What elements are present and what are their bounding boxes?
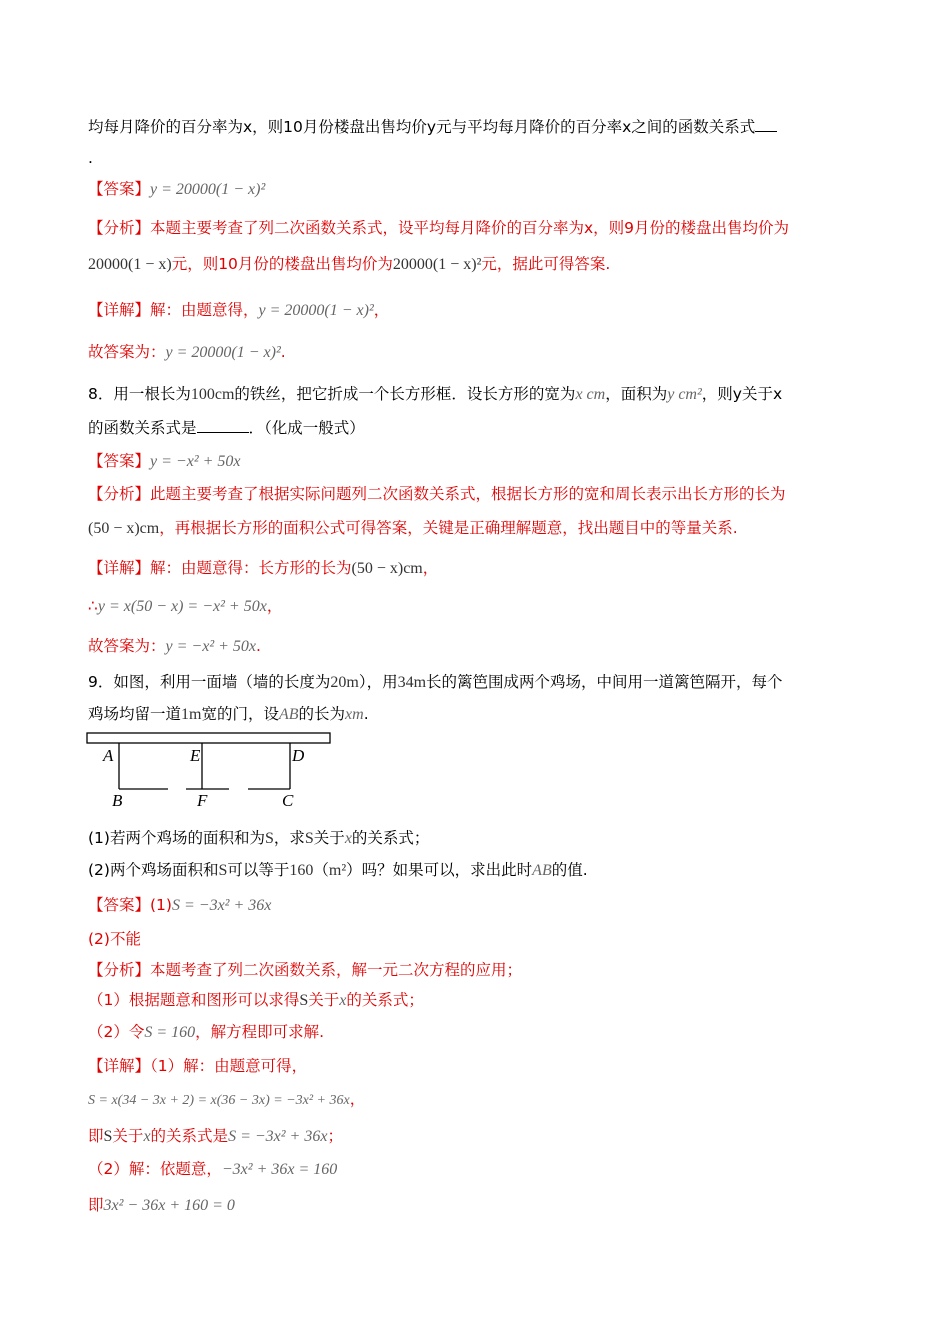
- answer-tag: 【答案】: [88, 180, 151, 198]
- q9-det3-s: S: [103, 1128, 113, 1145]
- q7-analysis-line2: [88, 252, 610, 277]
- q7-detail: [88, 298, 389, 323]
- q9-det3-x: x: [143, 1128, 151, 1145]
- q7-detail-math: y = 20000(1 − x)²: [258, 302, 374, 319]
- q8-line2-text: 的函数关系式是: [88, 419, 197, 437]
- q9-part2: [88, 858, 588, 883]
- q8-final-punct: .: [256, 637, 261, 655]
- q8-therefore-math: y = x(50 − x) = −x² + 50x: [97, 598, 267, 615]
- q7-answer: [88, 177, 265, 202]
- q9-p2-a: (2)两个鸡场面积和: [88, 861, 219, 879]
- q9-wall-length: 20m: [330, 674, 359, 691]
- q9-detail-5: [88, 1193, 235, 1218]
- q8-answer: [88, 449, 241, 474]
- chicken-coop-figure: [86, 731, 336, 811]
- q9-text-e: 长的篱笆围成两个鸡场，中间用一道篱笆隔开，每个: [426, 673, 783, 691]
- q9-p2-ab: AB: [532, 862, 552, 879]
- q7-final: [88, 340, 286, 365]
- q9-detail-4: [88, 1157, 337, 1182]
- q9-p1-s2: S: [304, 830, 314, 847]
- q7-line1: [88, 115, 777, 139]
- q9-det3-math: S = −3x² + 36x: [228, 1128, 328, 1145]
- q8-final-math: y = −x² + 50x: [165, 638, 257, 655]
- q8-detail: [88, 556, 438, 581]
- q8-line2: [88, 416, 365, 440]
- q9-an2-math: S = 160: [144, 1024, 196, 1041]
- q9-p2-s: S: [218, 862, 228, 879]
- q9-det5-a: 即: [88, 1196, 104, 1214]
- q7-answer-blank: [755, 117, 777, 132]
- label-d: D: [292, 746, 305, 765]
- q9-an1-x: x: [339, 992, 347, 1009]
- q9-det3-e: 的关系式是: [150, 1127, 229, 1145]
- q9-p2-e: （: [313, 861, 329, 879]
- q8-analysis-line2: [88, 516, 738, 541]
- q8-answer-blank: [197, 418, 249, 433]
- q8-detail-math: (50 − x)cm: [351, 560, 423, 577]
- q8-line2-end: ．（化成一般式）: [248, 419, 365, 437]
- q7-detail-text: 【详解】解：由题意得，: [88, 301, 259, 319]
- q9-an2-a: （2）令: [88, 1023, 145, 1041]
- q9-answer2: (2)不能: [88, 930, 141, 948]
- q8-therefore-punct: ，: [266, 597, 283, 615]
- q8-line1: [88, 382, 782, 407]
- q9-an1-a: （1）根据题意和图形可以求得: [88, 991, 300, 1009]
- q8-text-a: 8．用一根长为: [88, 385, 191, 403]
- q9-line2: [88, 702, 369, 727]
- q8-final-text: 故答案为：: [88, 637, 166, 655]
- q7-analysis-math2: 20000(1 − x)²: [392, 256, 482, 273]
- q7-analysis-line1: 【分析】本题主要考查了列二次函数关系式，设平均每月降价的百分率为x，则9月份的楼盘出售均价为: [88, 219, 790, 237]
- q9-p2-c: 可以等于: [227, 861, 290, 879]
- q8-answer-math: y = −x² + 50x: [150, 453, 241, 470]
- q9-text-2c: 宽的门，设: [201, 705, 279, 723]
- q9-det4-math: −3x² + 36x = 160: [221, 1161, 338, 1178]
- answer-tag: 【答案】: [88, 452, 151, 470]
- q7-analysis-text2: 元，据此可得答案.: [481, 255, 611, 273]
- q9-xm: xm: [345, 706, 364, 723]
- q8-final: [88, 634, 261, 659]
- q8-text-c: 的铁丝，把它折成一个长方形框．设长方形的宽为: [234, 385, 576, 403]
- label-c: C: [282, 791, 294, 810]
- q9-line1: [88, 670, 783, 695]
- q7-line1-text: 均每月降价的百分率为x，则10月份楼盘出售均价y元与平均每月降价的百分率x之间的函数关系式: [88, 118, 756, 136]
- q9-det4-a: （2）解：依题意，: [88, 1160, 222, 1178]
- therefore-symbol: ∴: [88, 597, 98, 615]
- q8-text-e: ，面积为: [605, 385, 668, 403]
- q8-analysis-math: (50 − x)cm: [88, 520, 160, 537]
- q8-length: 100cm: [190, 386, 235, 403]
- label-a: A: [103, 746, 114, 765]
- q7-final-text: 故答案为：: [88, 343, 166, 361]
- q7-final-punct: .: [280, 343, 286, 361]
- q8-detail-text: 【详解】解：由题意得：长方形的长为: [88, 559, 352, 577]
- q9-text-c: ），用: [358, 673, 398, 691]
- q8-text-g: ，则y关于x: [701, 385, 783, 403]
- q9-p1-g: 的关系式；: [351, 829, 430, 847]
- q8-area: y cm²: [667, 386, 702, 403]
- q9-p1-s: S: [264, 830, 274, 847]
- wall: [87, 733, 330, 743]
- q9-det5-math: 3x² − 36x + 160 = 0: [103, 1197, 235, 1214]
- q9-an1-e: 的关系式；: [346, 991, 424, 1009]
- q7-analysis-text1: 元，则10月份的楼盘出售均价为: [171, 255, 393, 273]
- q9-p1-a: (1)若两个鸡场的面积和为: [88, 829, 265, 847]
- q9-det3-g: ；: [327, 1127, 343, 1145]
- q9-p2-g: ）吗？如果可以，求出此时: [346, 861, 533, 879]
- q7-line2: .: [88, 149, 93, 167]
- q7-final-math: y = 20000(1 − x)²: [165, 344, 281, 361]
- label-f: F: [197, 791, 208, 810]
- q8-analysis-text: ，再根据长方形的面积公式可得答案，关键是正确理解题意，找出题目中的等量关系.: [159, 519, 738, 537]
- q9-text-2e: 的长为: [298, 705, 346, 723]
- q9-det3-c: 关于: [112, 1127, 144, 1145]
- q8-therefore: [88, 594, 282, 619]
- q9-an1-s: S: [299, 992, 309, 1009]
- q9-ans1-tag: 【答案】(1): [88, 896, 172, 914]
- q9-an2-c: ，解方程即可求解.: [195, 1023, 325, 1041]
- q8-width: x cm: [575, 386, 606, 403]
- q9-detail-2: [88, 1087, 365, 1113]
- q9-answer1: [88, 893, 271, 918]
- label-b: B: [112, 791, 123, 810]
- label-e: E: [190, 746, 201, 765]
- q9-p2-unit: m²: [328, 862, 347, 879]
- q9-fence-length: 34m: [397, 674, 427, 691]
- q9-part1: [88, 826, 429, 851]
- q9-text-2a: 鸡场均留一道: [88, 705, 182, 723]
- q9-text-2g: .: [363, 705, 369, 723]
- q9-analysis-2: [88, 1020, 324, 1045]
- q9-analysis: 【分析】本题考查了列二次函数关系，解一元二次方程的应用；: [88, 961, 523, 979]
- q9-detail-3: [88, 1124, 343, 1149]
- q9-det2-punct: ，: [349, 1090, 366, 1108]
- q9-p1-c: ，求: [273, 829, 305, 847]
- q7-analysis-math1: 20000(1 − x): [88, 256, 172, 273]
- q9-ab: AB: [278, 706, 299, 723]
- q8-detail-punct: ，: [422, 559, 439, 577]
- q9-det2-math: S = x(34 − 3x + 2) = x(36 − 3x) = −3x² + 36x: [88, 1093, 350, 1108]
- q7-detail-punct: ，: [373, 301, 390, 319]
- q9-p1-e: 关于: [313, 829, 345, 847]
- q9-detail-1: 【详解】（1）解：由题意可得，: [88, 1057, 308, 1075]
- q9-analysis-1: [88, 988, 424, 1013]
- q9-text-a: 9．如图，利用一面墙（墙的长度为: [88, 673, 331, 691]
- q9-an1-c: 关于: [308, 991, 340, 1009]
- q9-ans1-math: S = −3x² + 36x: [171, 897, 272, 914]
- q9-p1-x: x: [344, 830, 352, 847]
- q9-p2-i: 的值.: [551, 861, 588, 879]
- q9-det3-a: 即: [88, 1127, 104, 1145]
- q9-p2-160: 160: [289, 862, 314, 879]
- q9-door-width: 1m: [181, 706, 202, 723]
- q7-answer-math: y = 20000(1 − x)²: [150, 181, 266, 198]
- q8-analysis-line1: 【分析】此题主要考查了根据实际问题列二次函数关系式，根据长方形的宽和周长表示出长方形的长为: [88, 485, 786, 503]
